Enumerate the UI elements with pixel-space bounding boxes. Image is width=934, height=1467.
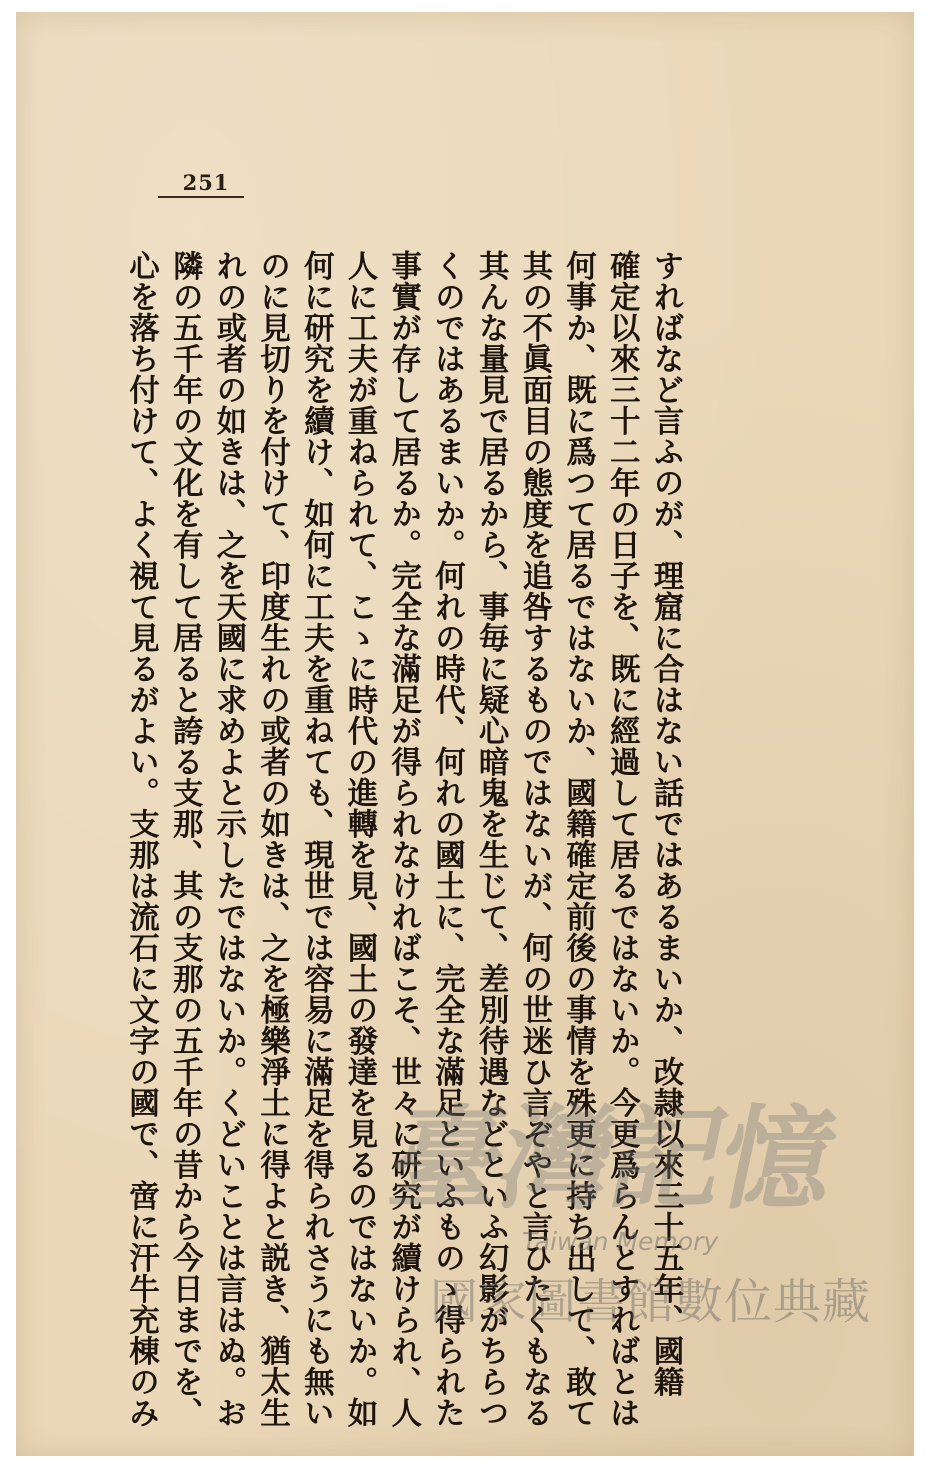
text-line: 其の不眞面目の態度を追咎するものではないが、何の世迷ひ言ぞやと言ひたくもなる — [516, 250, 553, 1428]
watermark-logo: 臺灣記憶 — [378, 1094, 847, 1225]
scanned-page — [16, 12, 914, 1456]
text-line: 其んな量見で居るから、事毎に疑心暗鬼を生じて、差別待遇などといふ幻影がちらつ — [473, 250, 510, 1428]
text-line: 確定以來三十二年の日子を、既に經過して居るではないか。今更爲らんとすればとは — [604, 250, 641, 1428]
page-number: 251 — [182, 170, 230, 195]
watermark-english: Taiwan Memory — [522, 1227, 719, 1256]
text-line: 何事か、既に爲つて居るではないか、國籍確定前後の事情を殊更に持ち出して、敢て — [560, 250, 597, 1428]
text-line: すればなど言ふのが、理窟に合はない話ではあるまいか、改隷以來三十五年、國籍 — [647, 250, 684, 1397]
page-number-rule — [158, 196, 244, 198]
text-line: くのではあるまいか。何れの時代、何れの國土に、完全な滿足といふものゝ得られた — [429, 250, 466, 1428]
text-line: 何に研究を續け、如何に工夫を重ねても、現世では容易に滿足を得られさうにも無い — [298, 250, 335, 1428]
body-text — [123, 250, 684, 1428]
text-line: 事實が存して居るか。完全な滿足が得られなければこそ、世々に研究が續けられ、人 — [385, 250, 422, 1428]
text-line: れの或者の如きは、之を天國に求めよと示したではないか。くどいことは言はぬ。お — [210, 250, 247, 1428]
text-line: のに見切りを付けて、印度生れの或者の如きは、之を極樂淨土に得よと説き、猶太生 — [254, 250, 291, 1428]
text-line: 心を落ち付けて、よく視て見るがよい。支那は流石に文字の國で、啻に汗牛充棟のみ — [123, 250, 160, 1428]
watermark-institution: 國家圖書館數位典藏 — [430, 1274, 872, 1330]
text-line: 隣の五千年の文化を有して居ると誇る支那、其の支那の五千年の昔から今日までを、 — [167, 250, 204, 1428]
text-line: 人に工夫が重ねられて、こゝに時代の進轉を見、國土の發達を見るのではないか。如 — [342, 250, 379, 1428]
